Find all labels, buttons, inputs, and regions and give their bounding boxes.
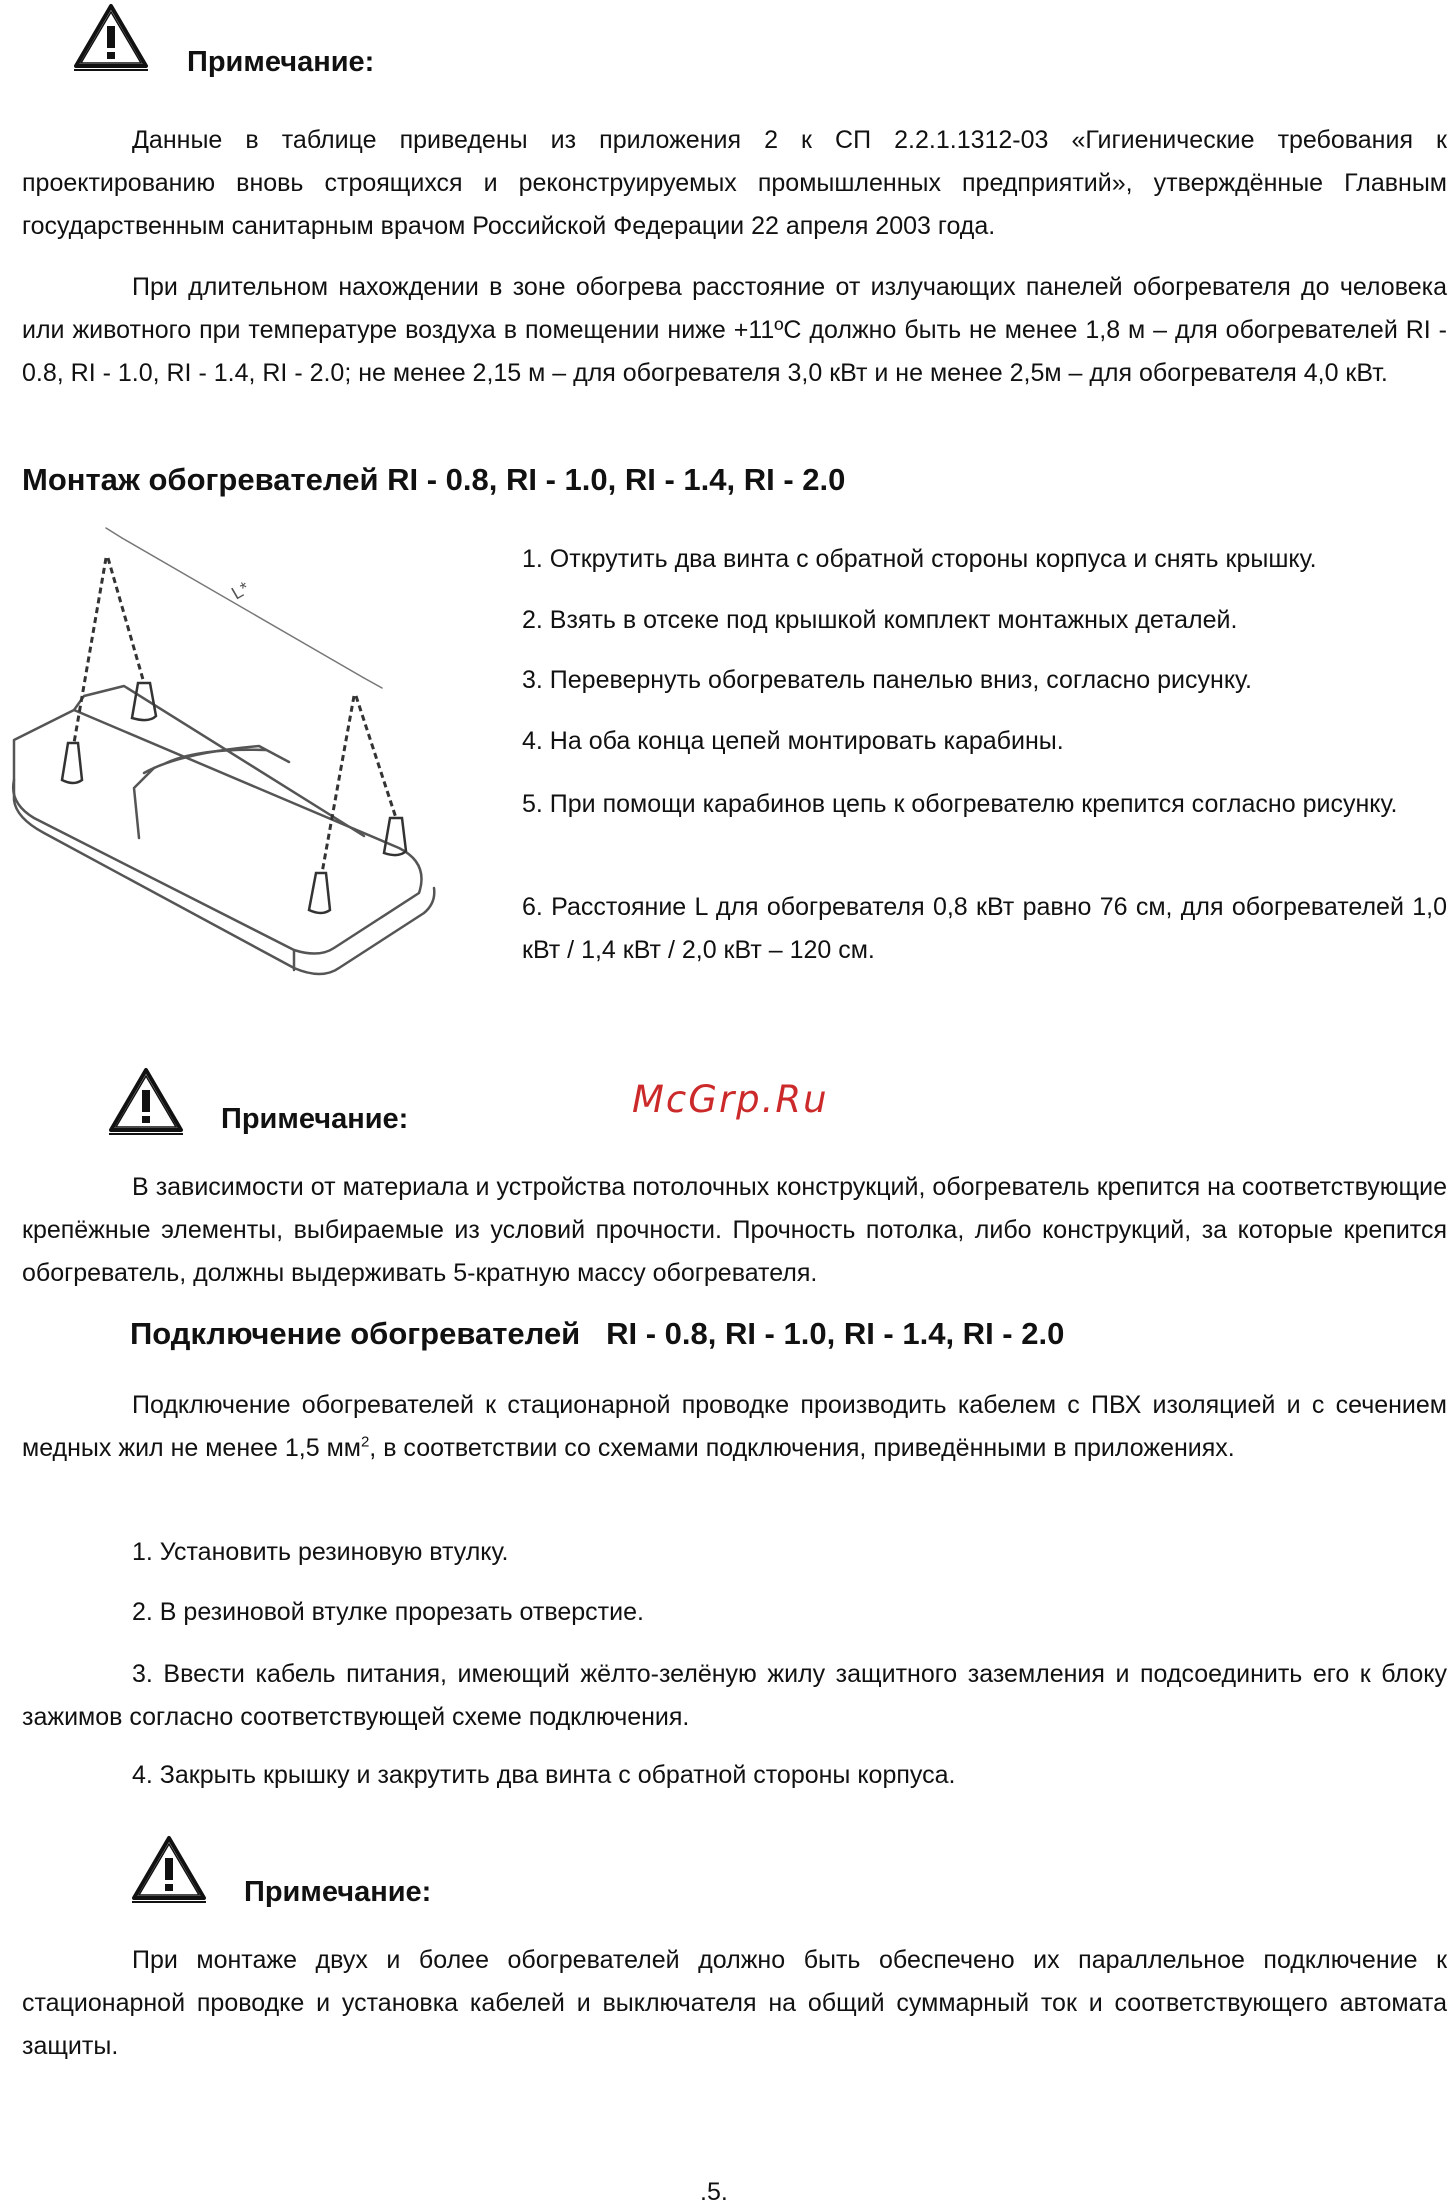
mounting-step: 2. Взять в отсеке под крышкой комплект монтажных деталей. <box>522 606 1238 634</box>
watermark: McGrp.Ru <box>632 1078 829 1121</box>
note-title: Примечание: <box>221 1103 409 1135</box>
connection-step: 3. Ввести кабель питания, имеющий жёлто-зелёную жилу защитного заземления и подсоединить его к блоку зажимов согласно соответствующей схеме подключения. <box>22 1660 1447 1731</box>
note-title: Примечание: <box>244 1876 432 1908</box>
connection-step: 4. Закрыть крышку и закрутить два винта с обратной стороны корпуса. <box>132 1761 956 1789</box>
page-number: .5. <box>700 2178 728 2206</box>
section-heading: Подключение обогревателей RI - 0.8, RI - 1.0, RI - 1.4, RI - 2.0 <box>130 1316 1065 1351</box>
mounting-step: 6. Расстояние L для обогревателя 0,8 кВт равно 76 см, для обогревателей 1,0 кВт / 1,4 кВт / 2,0 кВт – 120 см. <box>522 893 1447 964</box>
section-heading: Монтаж обогревателей RI - 0.8, RI - 1.0, RI - 1.4, RI - 2.0 <box>22 462 846 497</box>
mounting-step: 4. На оба конца цепей монтировать карабины. <box>522 727 1064 755</box>
connection-step: 2. В резиновой втулке прорезать отверстие. <box>132 1598 644 1626</box>
note-paragraph: При длительном нахождении в зоне обогрева расстояние от излучающих панелей обогревателя до человека или животного при температуре воздуха в помещении ниже +11ºС должно быть не менее 1,8 м – для обогревателей RI - 0.8, RI - 1.0, RI - 1.4, RI - 2.0; не менее 2,15 м – для обогревателя 3,0 кВт и не менее 2,5м – для обогревателя 4,0 кВт. <box>22 273 1447 387</box>
mounting-step: 5. При помощи карабинов цепь к обогревателю крепится согласно рисунку. <box>522 790 1398 818</box>
note-title: Примечание: <box>187 46 375 78</box>
warning-icon <box>130 1834 208 1904</box>
dimension-label: L* <box>228 577 253 604</box>
note-paragraph: При монтаже двух и более обогревателей должно быть обеспечено их параллельное подключение к стационарной проводке и установка кабелей и выключателя на общий суммарный ток и соответствующего автомата защиты. <box>22 1946 1447 2060</box>
connection-intro: Подключение обогревателей к стационарной проводке производить кабелем с ПВХ изоляцией и с сечением медных жил не менее 1,5 $мм^2$, в соответствии со схемами подключения, приведёнными в приложениях. <box>22 1391 1447 1462</box>
note-paragraph: Данные в таблице приведены из приложения 2 к СП 2.2.1.1312-03 «Гигиенические требования к проектированию вновь строящихся и реконструируемых промышленных предприятий», утверждённые Главным государственным санитарным врачом Российской Федерации 22 апреля 2003 года. <box>22 126 1447 240</box>
connection-step: 1. Установить резиновую втулку. <box>132 1538 509 1566</box>
note-paragraph: В зависимости от материала и устройства потолочных конструкций, обогреватель крепится на соответствующие крепёжные элементы, выбираемые из условий прочности. Прочность потолка, либо конструкций, за которые крепится обогреватель, должны выдерживать 5-кратную массу обогревателя. <box>22 1173 1447 1287</box>
mounting-step: 1. Открутить два винта с обратной стороны корпуса и снять крышку. <box>522 545 1317 573</box>
mounting-step: 3. Перевернуть обогреватель панелью вниз, согласно рисунку. <box>522 666 1252 694</box>
warning-icon <box>107 1066 185 1136</box>
heater-mounting-figure <box>4 518 504 978</box>
warning-icon <box>72 2 150 72</box>
